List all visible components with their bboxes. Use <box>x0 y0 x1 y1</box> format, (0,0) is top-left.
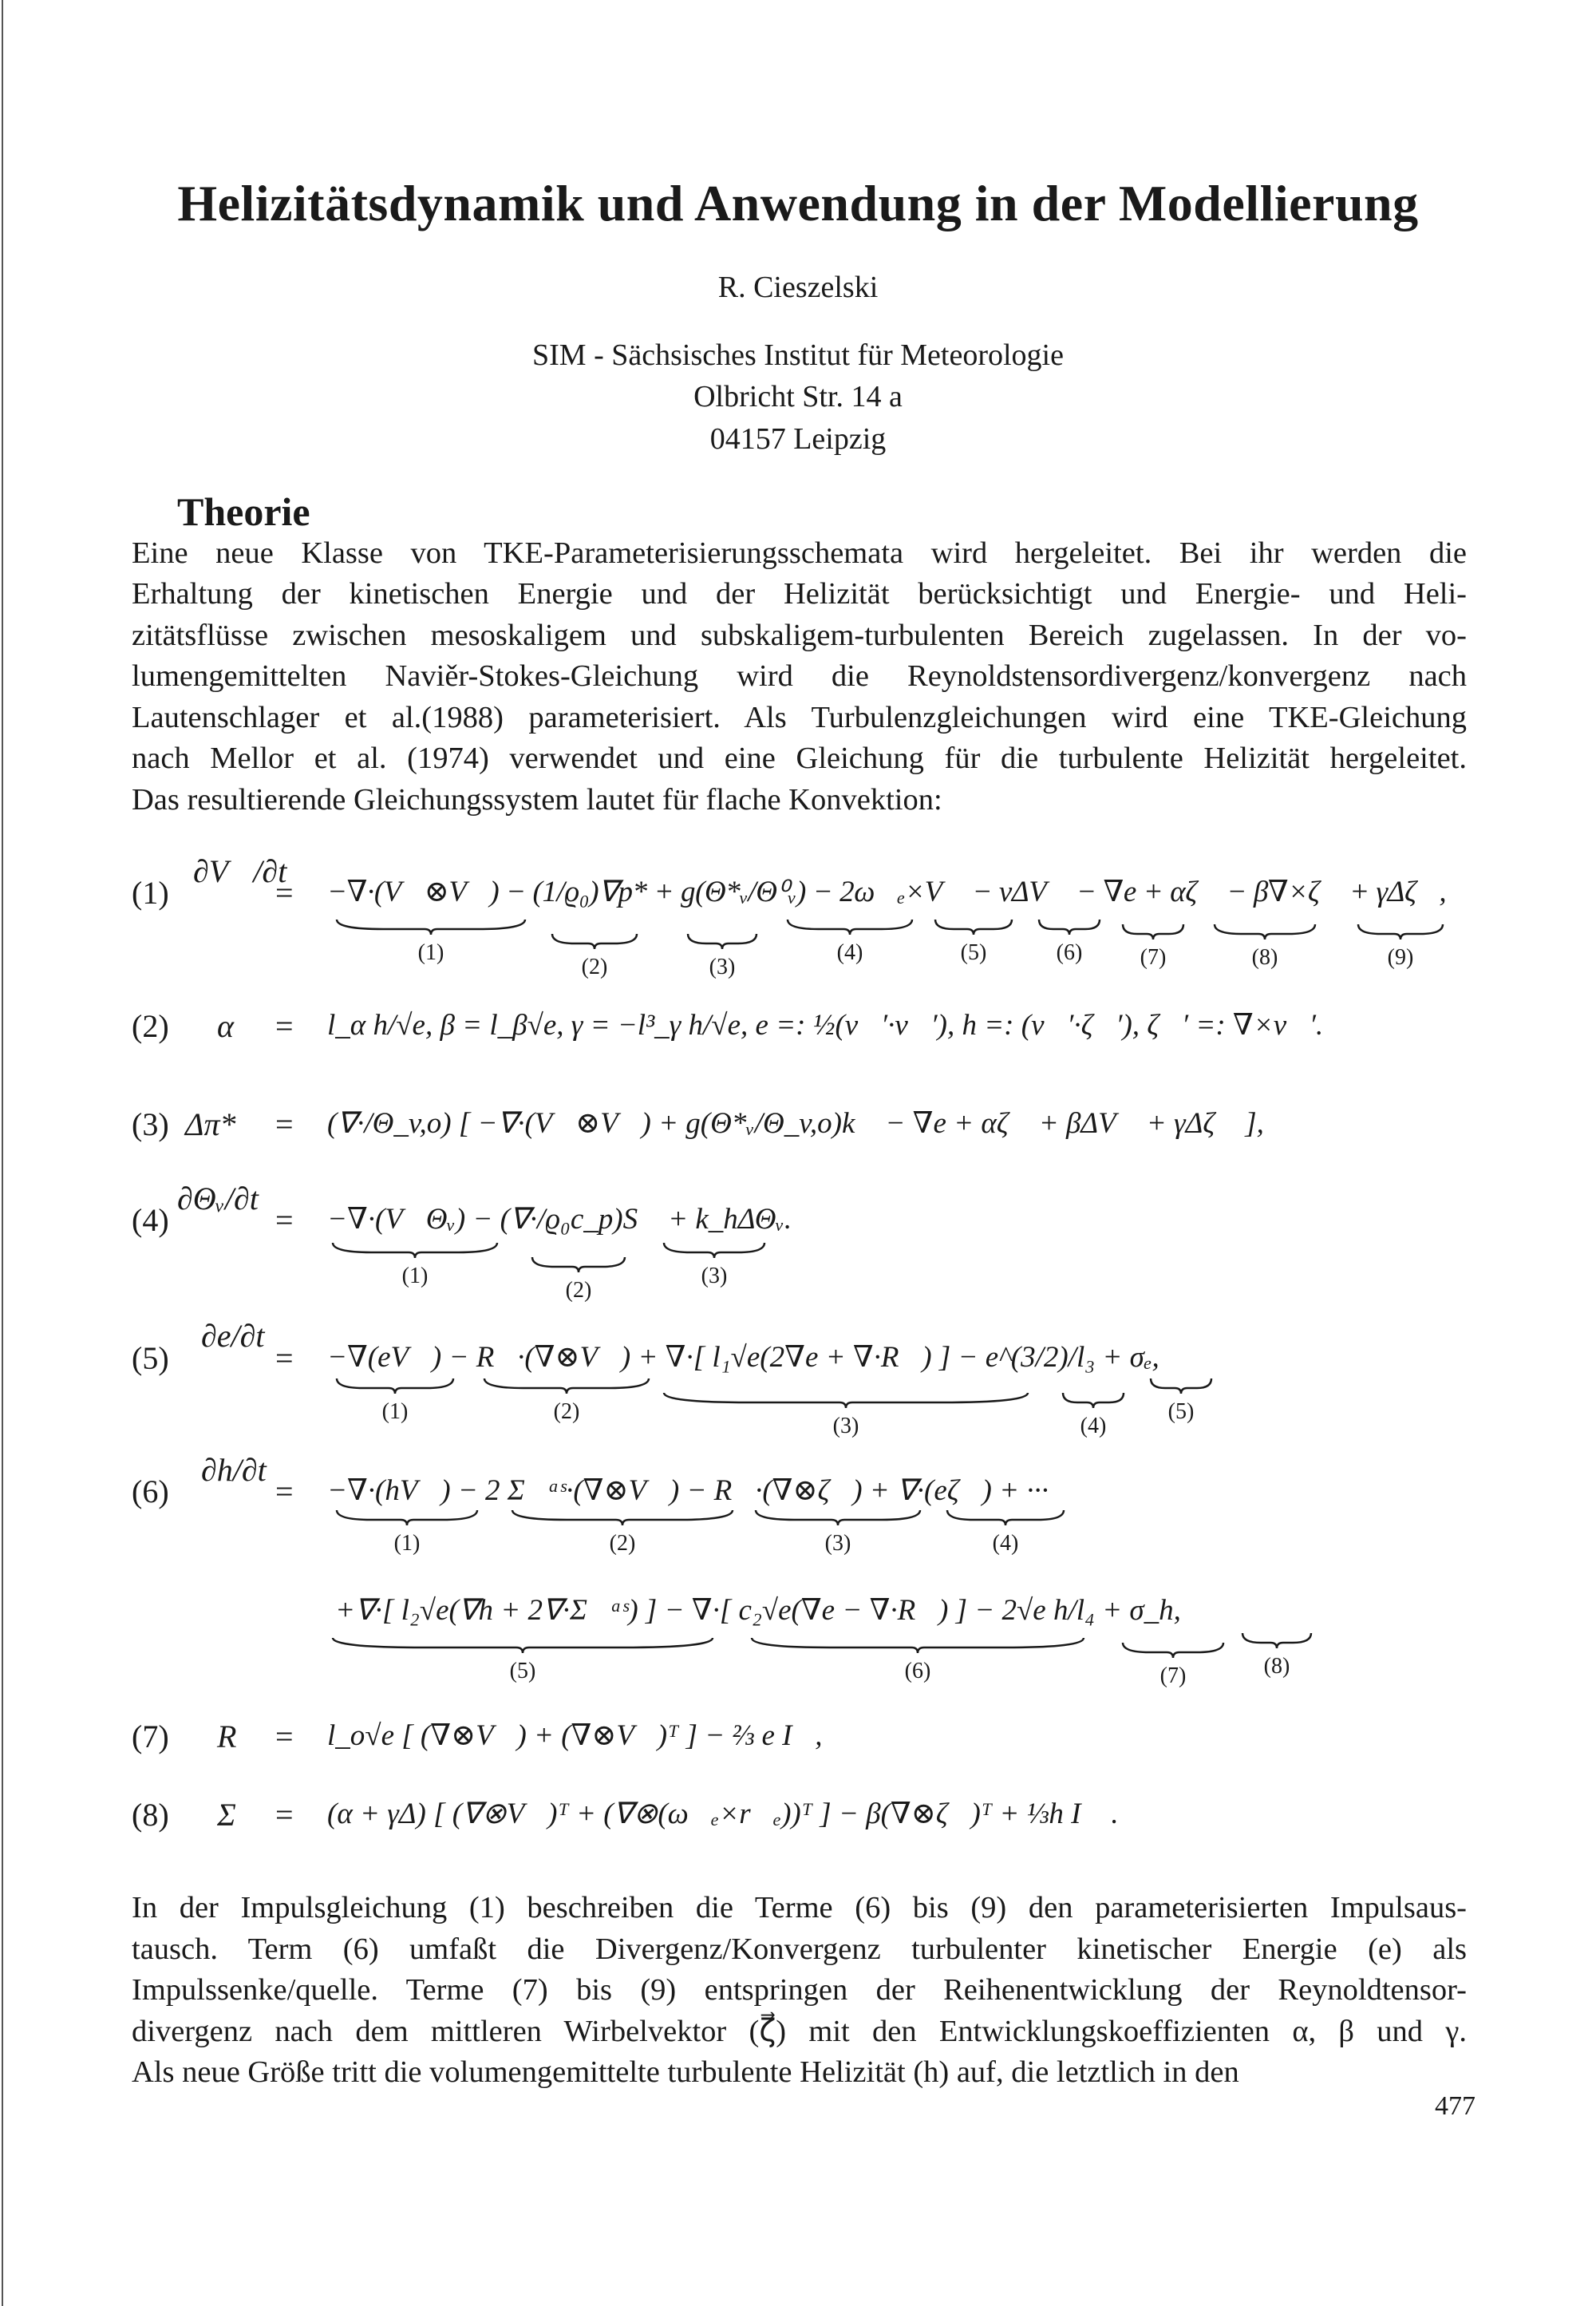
equation-label: (8) <box>132 1797 169 1833</box>
term-braces <box>0 1509 1596 1556</box>
equation-lhs: ∂V⃗/∂t <box>193 853 287 889</box>
paper-title: Helizitätsdynamik und Anwendung in der Modellierung <box>177 175 1419 231</box>
underbrace <box>331 1636 714 1654</box>
equals-sign: = <box>275 1008 294 1044</box>
underbrace <box>1357 923 1444 940</box>
underbrace <box>1037 918 1101 935</box>
underbrace <box>531 1256 626 1273</box>
term-number: (8) <box>1251 945 1278 970</box>
term-number: (5) <box>1167 1399 1195 1424</box>
equation-label: (1) <box>132 875 169 911</box>
term-number: (4) <box>836 940 863 965</box>
underbrace <box>1121 923 1185 940</box>
term-number: (3) <box>709 955 736 979</box>
term-number: (3) <box>824 1531 851 1556</box>
term-number: (5) <box>960 940 987 965</box>
underbrace <box>331 1241 499 1259</box>
equals-sign: = <box>275 1106 294 1142</box>
equals-sign: = <box>275 1797 294 1833</box>
term-braces <box>0 1241 1596 1303</box>
intro-line: lumengemittelten Naviěr-Stokes-Gleichung wird die Reynoldstensordivergenz/konvergenz nach <box>132 659 1467 693</box>
underbrace <box>1121 1641 1225 1659</box>
underbrace <box>1213 923 1317 940</box>
term-braces <box>0 918 1596 979</box>
intro-line: Das resultierende Gleichungssystem lautet für flache Konvektion: <box>132 783 942 817</box>
affiliation-street: Olbricht Str. 14 a <box>693 380 903 413</box>
term-number: (6) <box>1056 940 1083 965</box>
term-number: (2) <box>609 1531 636 1556</box>
intro-line: Eine neue Klasse von TKE-Parameterisierungsschemata wird hergeleitet. Bei ihr werden die <box>132 536 1467 570</box>
term-number: (1) <box>381 1399 409 1424</box>
underbrace <box>1061 1391 1125 1409</box>
underbrace <box>934 918 1013 935</box>
underbrace <box>686 932 758 950</box>
underbrace <box>511 1509 734 1526</box>
equation-rhs: −∇·(V⃗⊗V⃗) − (1/ϱ₀)∇p* + g(Θ*ᵥ/Θ⁰ᵥ) − 2ω⃗ₑ×V⃗ − νΔV⃗ − ∇e + αζ⃗ − β∇×ζ⃗ + γΔζ⃗, <box>327 876 1447 908</box>
term-number: (9) <box>1387 945 1414 970</box>
term-number: (5) <box>509 1659 536 1683</box>
equation-lhs: Σ⃡ <box>217 1797 261 1833</box>
term-number: (3) <box>832 1414 859 1438</box>
equation-lhs: α <box>217 1008 234 1044</box>
equation-rhs: (∇·/Θ_v,o) [ −∇·(V⃗⊗V⃗) + g(Θ*ᵥ/Θ_v,o)k⃗ − ∇e + αζ⃗ + βΔV⃗ + γΔζ⃗ ], <box>327 1107 1264 1140</box>
author-name: R. Cieszelski <box>717 271 879 304</box>
term-number: (1) <box>393 1531 421 1556</box>
underbrace <box>335 1377 455 1394</box>
equals-sign: = <box>275 875 294 911</box>
underbrace <box>335 1509 479 1526</box>
underbrace <box>946 1509 1065 1526</box>
underbrace <box>786 918 914 935</box>
underbrace <box>750 1636 1085 1654</box>
term-number: (4) <box>992 1531 1019 1556</box>
equation-rhs: (α + γΔ) [ (∇⊗V⃗)ᵀ + (∇⊗(ω⃗ₑ×r⃗ₑ))ᵀ ] − β(∇⊗ζ⃗)ᵀ + ⅓h I⃡ . <box>327 1798 1119 1830</box>
affiliation-city: 04157 Leipzig <box>709 422 887 456</box>
equals-sign: = <box>275 1473 294 1509</box>
equation-lhs: R⃡ <box>217 1719 262 1754</box>
equation-rhs: l_o√e [ (∇⊗V⃗) + (∇⊗V⃗)ᵀ ] − ⅔ e I⃡, <box>327 1719 823 1752</box>
equation-lhs: ∂h/∂t <box>201 1452 267 1488</box>
intro-line: Lautenschlager et al.(1988) parameterisiert. Als Turbulenzgleichungen wird eine TKE-Gleichung <box>132 701 1467 734</box>
body-line: divergenz nach dem mittleren Wirbelvektor (ζ⃗) mit den Entwicklungskoeffizienten α, β und γ. <box>132 2015 1467 2048</box>
body-line: In der Impulsgleichung (1) beschreiben die Terme (6) bis (9) den parameterisierten Impulsaus- <box>132 1891 1467 1924</box>
term-number: (4) <box>1080 1414 1107 1438</box>
equation-label: (3) <box>132 1106 169 1142</box>
term-braces <box>0 1377 1596 1438</box>
affiliation-institute: SIM - Sächsisches Institut für Meteorologie <box>532 338 1064 372</box>
equation-rhs: −∇·(V⃗Θᵥ) − (∇·/ϱ₀c_p)S⃗ + k_hΔΘᵥ. <box>327 1203 792 1236</box>
equation-rhs: l_α h/√e, β = l_β√e, γ = −l³_γ h/√e, e =: ½(v⃗′·v⃗′), h =: (v⃗′·ζ⃗′), ζ⃗′ =: ∇×v⃗′. <box>327 1009 1324 1042</box>
equals-sign: = <box>275 1202 294 1238</box>
underbrace <box>662 1241 766 1259</box>
equation-lhs: ∂Θᵥ/∂t <box>177 1181 259 1216</box>
term-number: (2) <box>581 955 608 979</box>
equation-label: (5) <box>132 1340 169 1376</box>
underbrace <box>551 932 638 950</box>
intro-line: nach Mellor et al. (1974) verwendet und eine Gleichung für die turbulente Helizität hergeleitet. <box>132 742 1467 775</box>
body-line: tausch. Term (6) umfaßt die Divergenz/Konvergenz turbulenter kinetischer Energie (e) als <box>132 1932 1467 1966</box>
underbrace <box>335 918 527 935</box>
equation-lhs: ∂e/∂t <box>201 1318 265 1354</box>
equals-sign: = <box>275 1340 294 1376</box>
body-line: Impulssenke/quelle. Terme (7) bis (9) entspringen der Reihenentwicklung der Reynoldtensor- <box>132 1973 1467 2007</box>
equation-rhs: −∇(eV⃗) − R⃡·(∇⊗V⃗) + ∇·[ l₁√e(2∇e + ∇·R⃡) ] − e^(3/2)/l₃ + σₑ, <box>327 1341 1159 1374</box>
term-number: (3) <box>701 1264 728 1288</box>
underbrace <box>1149 1377 1213 1394</box>
intro-line: Erhaltung der kinetischen Energie und der Helizität berücksichtigt und Energie- und Heli- <box>132 577 1467 611</box>
underbrace <box>1241 1632 1313 1649</box>
equation-rhs: −∇·(hV⃗) − 2 Σ⃡ᵃˢ·(∇⊗V⃗) − R⃡·(∇⊗ζ⃗) + ∇·(eζ⃗) + ··· <box>327 1474 1049 1507</box>
equation-rhs: +∇·[ l₂√e(∇h + 2∇·Σ⃡ᵃˢ) ] − ∇·[ c₂√e(∇e − ∇·R⃡) ] − 2√e h/l₄ + σ_h, <box>335 1594 1181 1627</box>
equation-lhs: Δπ* <box>185 1106 236 1142</box>
section-heading: Theorie <box>177 489 310 534</box>
term-number: (1) <box>417 940 444 965</box>
equation-label: (2) <box>132 1008 169 1044</box>
intro-line: zitätsflüsse zwischen mesoskaligem und subskaligem-turbulenten Bereich zugelassen. In der vo- <box>132 619 1467 652</box>
underbrace <box>483 1377 650 1394</box>
term-number: (7) <box>1140 945 1167 970</box>
equation-label: (7) <box>132 1719 169 1754</box>
equation-label: (4) <box>132 1202 169 1238</box>
term-number: (8) <box>1263 1654 1290 1679</box>
page-number: 477 <box>1435 2091 1476 2121</box>
term-number: (7) <box>1159 1663 1187 1688</box>
term-number: (2) <box>565 1278 592 1303</box>
equation-label: (6) <box>132 1473 169 1509</box>
body-line: Als neue Größe tritt die volumengemittelte turbulente Helizität (h) auf, die letztlich in den <box>132 2055 1239 2089</box>
equals-sign: = <box>275 1719 294 1754</box>
term-number: (6) <box>904 1659 931 1683</box>
underbrace <box>662 1391 1029 1409</box>
underbrace <box>754 1509 922 1526</box>
term-braces <box>0 1636 1596 1688</box>
term-number: (2) <box>553 1399 580 1424</box>
term-number: (1) <box>401 1264 429 1288</box>
